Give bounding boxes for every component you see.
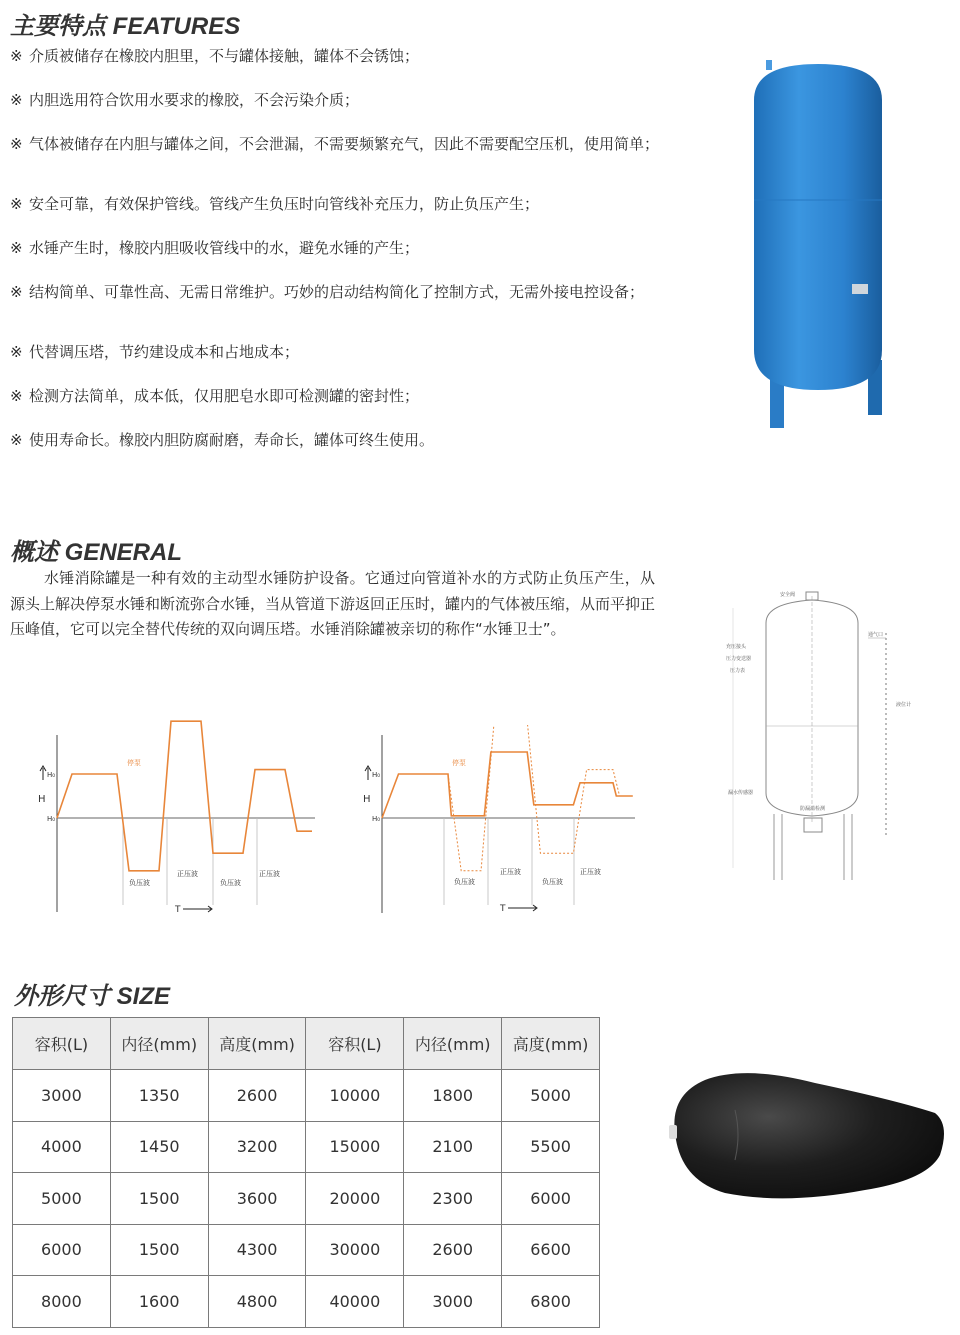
column-header: 高度(mm) <box>208 1018 306 1070</box>
table-row <box>13 1070 600 1122</box>
annotation-positive-wave: 正压波 <box>580 868 601 876</box>
annotation-negative-wave: 负压波 <box>129 879 150 887</box>
feature-item <box>10 136 659 153</box>
diagram-label: 防漏溢检测 <box>800 806 826 812</box>
y-tick-h0-top: H₀ <box>47 771 56 779</box>
feature-mark: ※ <box>10 239 23 257</box>
feature-mark: ※ <box>10 387 23 405</box>
bladder-nozzle <box>669 1125 677 1139</box>
table-cell: 40000 <box>306 1276 404 1328</box>
tank-nozzle <box>766 60 772 70</box>
table-cell: 6600 <box>502 1224 600 1276</box>
diagram-label: 压力变送器 <box>726 656 752 662</box>
size-title: 外形尺寸 SIZE <box>14 983 171 1010</box>
feature-mark: ※ <box>10 47 23 65</box>
annotation-negative-wave: 负压波 <box>542 878 563 886</box>
table-cell: 3200 <box>208 1121 306 1173</box>
column-header: 内径(mm) <box>110 1018 208 1070</box>
table-cell: 2600 <box>404 1224 502 1276</box>
table-header-row <box>13 1018 600 1070</box>
y-tick-h0-top: H₀ <box>372 771 381 779</box>
table-cell: 5500 <box>502 1121 600 1173</box>
column-header: 内径(mm) <box>404 1018 502 1070</box>
table-cell: 2300 <box>404 1173 502 1225</box>
y-tick-h0-bottom: H₀ <box>372 815 381 823</box>
bladder-body <box>674 1073 944 1198</box>
wave-series-dashed-line <box>448 725 620 871</box>
feature-text: 介质被储存在橡胶内胆里，不与罐体接触，罐体不会锈蚀； <box>29 47 420 65</box>
feature-text: 代替调压塔，节约建设成本和占地成本； <box>29 343 300 361</box>
annotation-negative-wave: 负压波 <box>220 879 241 887</box>
feature-text: 安全可靠，有效保护管线。管线产生负压时向管线补充压力，防止负压产生； <box>29 195 540 213</box>
column-header: 容积(L) <box>13 1018 111 1070</box>
table-cell: 15000 <box>306 1121 404 1173</box>
feature-text: 检测方法简单，成本低，仅用肥皂水即可检测罐的密封性； <box>29 387 420 405</box>
feature-item <box>10 240 419 257</box>
tank-diagram <box>718 588 918 883</box>
feature-text: 气体被储存在内胆与罐体之间，不会泄漏，不需要频繁充气，因此不需要配空压机，使用简单； <box>29 135 660 153</box>
table-cell: 8000 <box>13 1276 111 1328</box>
tank-gauge <box>852 284 868 294</box>
feature-text: 水锤产生时，橡胶内胆吸收管线中的水，避免水锤的产生； <box>29 239 420 257</box>
table-cell: 5000 <box>502 1070 600 1122</box>
annotation-positive-wave: 正压波 <box>500 868 521 876</box>
rubber-bladder-image <box>665 1055 950 1215</box>
feature-text: 结构简单、可靠性高、无需日常维护。巧妙的启动结构简化了控制方式，无需外接电控设备； <box>29 283 645 301</box>
feature-item <box>10 196 539 213</box>
wave-series-line <box>382 752 633 818</box>
feature-item <box>10 48 419 65</box>
table-cell: 30000 <box>306 1224 404 1276</box>
table-row <box>13 1276 600 1328</box>
diagram-label: 安全阀 <box>780 592 796 598</box>
table-cell: 4000 <box>13 1121 111 1173</box>
diagram-label: 压力表 <box>730 668 746 674</box>
table-row <box>13 1121 600 1173</box>
feature-text: 使用寿命长。橡胶内胆防腐耐磨，寿命长，罐体可终生使用。 <box>29 431 435 449</box>
features-title: 主要特点 FEATURES <box>10 13 241 40</box>
diagram-label: 漏水传感器 <box>728 790 754 796</box>
wave-chart-1 <box>35 720 315 915</box>
table-cell: 5000 <box>13 1173 111 1225</box>
table-cell: 1600 <box>110 1276 208 1328</box>
annotation-positive-wave: 正压波 <box>259 870 280 878</box>
feature-item <box>10 432 434 449</box>
table-cell: 3600 <box>208 1173 306 1225</box>
annotation-stop-pump: 停泵 <box>452 759 466 767</box>
feature-mark: ※ <box>10 195 23 213</box>
table-cell: 1450 <box>110 1121 208 1173</box>
diagram-label: 通气口 <box>868 632 884 638</box>
feature-mark: ※ <box>10 135 23 153</box>
diagram-label: 液位计 <box>896 702 912 708</box>
x-axis-label: T <box>175 905 181 915</box>
table-cell: 3000 <box>404 1276 502 1328</box>
table-row <box>13 1224 600 1276</box>
table-cell: 1800 <box>404 1070 502 1122</box>
annotation-stop-pump: 停泵 <box>127 759 141 767</box>
feature-text: 内胆选用符合饮用水要求的橡胶，不会污染介质； <box>29 91 360 109</box>
table-cell: 2100 <box>404 1121 502 1173</box>
feature-mark: ※ <box>10 343 23 361</box>
table-cell: 20000 <box>306 1173 404 1225</box>
wave-series-line <box>57 721 312 871</box>
table-cell: 1350 <box>110 1070 208 1122</box>
table-cell: 2600 <box>208 1070 306 1122</box>
feature-mark: ※ <box>10 431 23 449</box>
table-cell: 6000 <box>13 1224 111 1276</box>
diagram-label: 充压接头 <box>726 644 747 650</box>
annotation-negative-wave: 负压波 <box>454 878 475 886</box>
feature-item <box>10 284 644 301</box>
feature-item <box>10 344 299 361</box>
feature-mark: ※ <box>10 91 23 109</box>
feature-item <box>10 92 359 109</box>
general-paragraph: 水锤消除罐是一种有效的主动型水锤防护设备。它通过向管道补水的方式防止负压产生，从源头上解决停泵水锤和断流弥合水锤，当从管道下游返回正压时，罐内的气体被压缩，从而平抑正压峰值，它可以完全替代传统的双向调压塔。水锤消除罐被亲切的称作“水锤卫士”。 <box>10 569 656 638</box>
table-row <box>13 1173 600 1225</box>
table-cell: 3000 <box>13 1070 111 1122</box>
table-cell: 4800 <box>208 1276 306 1328</box>
y-axis-label: H <box>38 794 46 805</box>
blue-tank-image <box>740 60 900 435</box>
column-header: 容积(L) <box>306 1018 404 1070</box>
table-cell: 1500 <box>110 1224 208 1276</box>
y-axis-label: H <box>363 794 371 805</box>
annotation-positive-wave: 正压波 <box>177 870 198 878</box>
general-title: 概述 GENERAL <box>10 539 183 566</box>
y-tick-h0-bottom: H₀ <box>47 815 56 823</box>
table-cell: 6000 <box>502 1173 600 1225</box>
wave-chart-2 <box>360 725 640 915</box>
size-table <box>12 1017 600 1328</box>
table-cell: 1500 <box>110 1173 208 1225</box>
tank-body <box>754 64 882 390</box>
table-cell: 4300 <box>208 1224 306 1276</box>
x-axis-label: T <box>500 904 506 914</box>
table-cell: 6800 <box>502 1276 600 1328</box>
feature-mark: ※ <box>10 283 23 301</box>
feature-item <box>10 388 419 405</box>
table-cell: 10000 <box>306 1070 404 1122</box>
column-header: 高度(mm) <box>502 1018 600 1070</box>
